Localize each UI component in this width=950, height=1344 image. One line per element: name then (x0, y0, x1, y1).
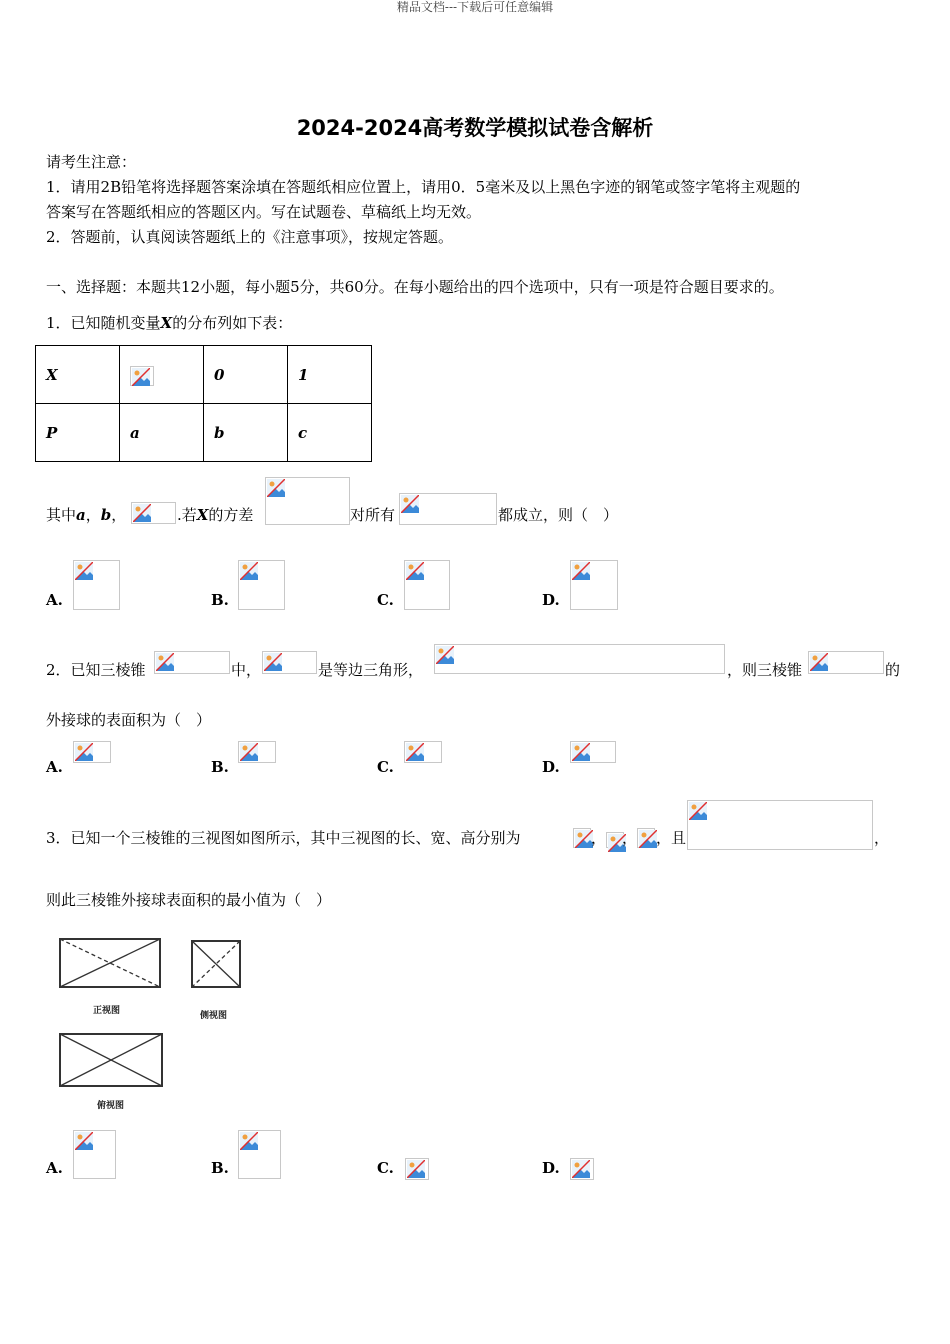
option-b-image[interactable] (238, 560, 285, 610)
option-c-label[interactable]: C. (377, 758, 394, 776)
var-b: b (100, 506, 112, 524)
formula-image (399, 493, 497, 525)
table-row (36, 404, 372, 462)
table-cell (120, 346, 204, 404)
option-c-label[interactable]: C. (377, 591, 394, 609)
table-cell: a (120, 404, 204, 462)
question-3-sep: ， (622, 829, 638, 847)
side-view-figure (187, 935, 247, 993)
table-cell: P (36, 404, 120, 462)
page-title: 2024-2024高考数学模拟试卷含解析 (296, 116, 654, 140)
question-3-text: ，且 (656, 829, 687, 847)
question-3-text: 3．已知一个三棱锥的三视图如图所示，其中三视图的长、宽、高分别为 (46, 829, 521, 847)
formula-image (154, 651, 230, 674)
cond-text: 其中 (46, 506, 77, 524)
question-2-text: 2．已知三棱锥 (46, 661, 146, 679)
cond-text: ， (85, 506, 101, 524)
cond-text: 的方差 (208, 506, 254, 524)
formula-image (637, 828, 655, 848)
option-b-label[interactable]: B. (211, 758, 229, 776)
question-1-stem (46, 313, 292, 333)
var-a: a (76, 506, 86, 524)
notice-line: 答案写在答题纸相应的答题区内。写在试题卷、草稿纸上均无效。 (46, 203, 482, 221)
notice-line: 1．请用2B铅笔将选择题答案涂填在答题纸相应位置上，请用0．5毫米及以上黑色字迹的钢笔或签字笔将主观题的 (46, 178, 801, 196)
option-d-label[interactable]: D. (542, 1159, 560, 1177)
side-view-label: 侧视图 (200, 1011, 228, 1021)
question-3-line2: 则此三棱锥外接球表面积的最小值为（ ） (46, 891, 332, 909)
question-2-text: 是等边三角形， (318, 661, 424, 679)
option-a-label[interactable]: A. (46, 591, 63, 609)
question-3-text: ， (874, 829, 890, 847)
option-a-image[interactable] (73, 741, 111, 763)
question-1-condition (46, 505, 126, 525)
option-b-image[interactable] (238, 1130, 281, 1179)
var-x: X (160, 314, 173, 332)
stem-text: 1．已知随机变量 (46, 314, 161, 332)
option-c-image[interactable] (404, 741, 442, 763)
option-d-label[interactable]: D. (542, 591, 560, 609)
cond-text-2 (177, 505, 253, 525)
formula-image (808, 651, 884, 674)
formula-image (687, 800, 873, 850)
option-d-image[interactable] (570, 741, 616, 763)
var-x: X (196, 506, 209, 524)
formula-image (573, 828, 591, 848)
option-b-image[interactable] (238, 741, 276, 763)
table-cell: c (288, 404, 372, 462)
option-b-label[interactable]: B. (211, 1159, 229, 1177)
question-2-text: 的 (885, 661, 901, 679)
top-view-figure (55, 1030, 167, 1090)
question-2-text: 中， (231, 661, 262, 679)
formula-image (265, 477, 350, 525)
formula-image (434, 644, 725, 674)
cond-text-3: 对所有 (350, 506, 396, 524)
option-a-image[interactable] (73, 1130, 116, 1179)
option-c-image[interactable] (405, 1158, 429, 1180)
question-3-sep: ， (591, 829, 607, 847)
table-cell: b (204, 404, 288, 462)
option-a-image[interactable] (73, 560, 120, 610)
option-d-image[interactable] (570, 1158, 594, 1180)
distribution-table (35, 345, 372, 462)
option-a-label[interactable]: A. (46, 758, 63, 776)
formula-image (131, 502, 176, 524)
broken-image-icon (130, 366, 154, 386)
front-view-figure (55, 935, 165, 993)
page-header: 精品文档---下载后可任意编辑 (396, 0, 554, 14)
table-cell: 1 (288, 346, 372, 404)
stem-text: 的分布列如下表： (172, 314, 293, 332)
option-b-label[interactable]: B. (211, 591, 229, 609)
question-2-line2: 外接球的表面积为（ ） (46, 711, 212, 729)
question-2-text: ，则三棱锥 (727, 661, 803, 679)
table-cell: 0 (204, 346, 288, 404)
option-c-label[interactable]: C. (377, 1159, 394, 1177)
cond-text: .若 (177, 506, 197, 524)
table-row (36, 346, 372, 404)
top-view-label: 俯视图 (97, 1101, 125, 1111)
option-c-image[interactable] (404, 560, 450, 610)
table-cell: X (36, 346, 120, 404)
notice-heading: 请考生注意： (46, 153, 137, 171)
option-d-image[interactable] (570, 560, 618, 610)
section-heading: 一、选择题：本题共12小题，每小题5分，共60分。在每小题给出的四个选项中，只有一项是符合题目要求的。 (46, 278, 784, 296)
formula-image (262, 651, 317, 674)
front-view-label: 正视图 (93, 1006, 121, 1016)
cond-text: ， (111, 506, 127, 524)
option-a-label[interactable]: A. (46, 1159, 63, 1177)
cond-text-4: 都成立，则（ ） (498, 506, 619, 524)
option-d-label[interactable]: D. (542, 758, 560, 776)
notice-line: 2．答题前，认真阅读答题纸上的《注意事项》，按规定答题。 (46, 228, 454, 246)
